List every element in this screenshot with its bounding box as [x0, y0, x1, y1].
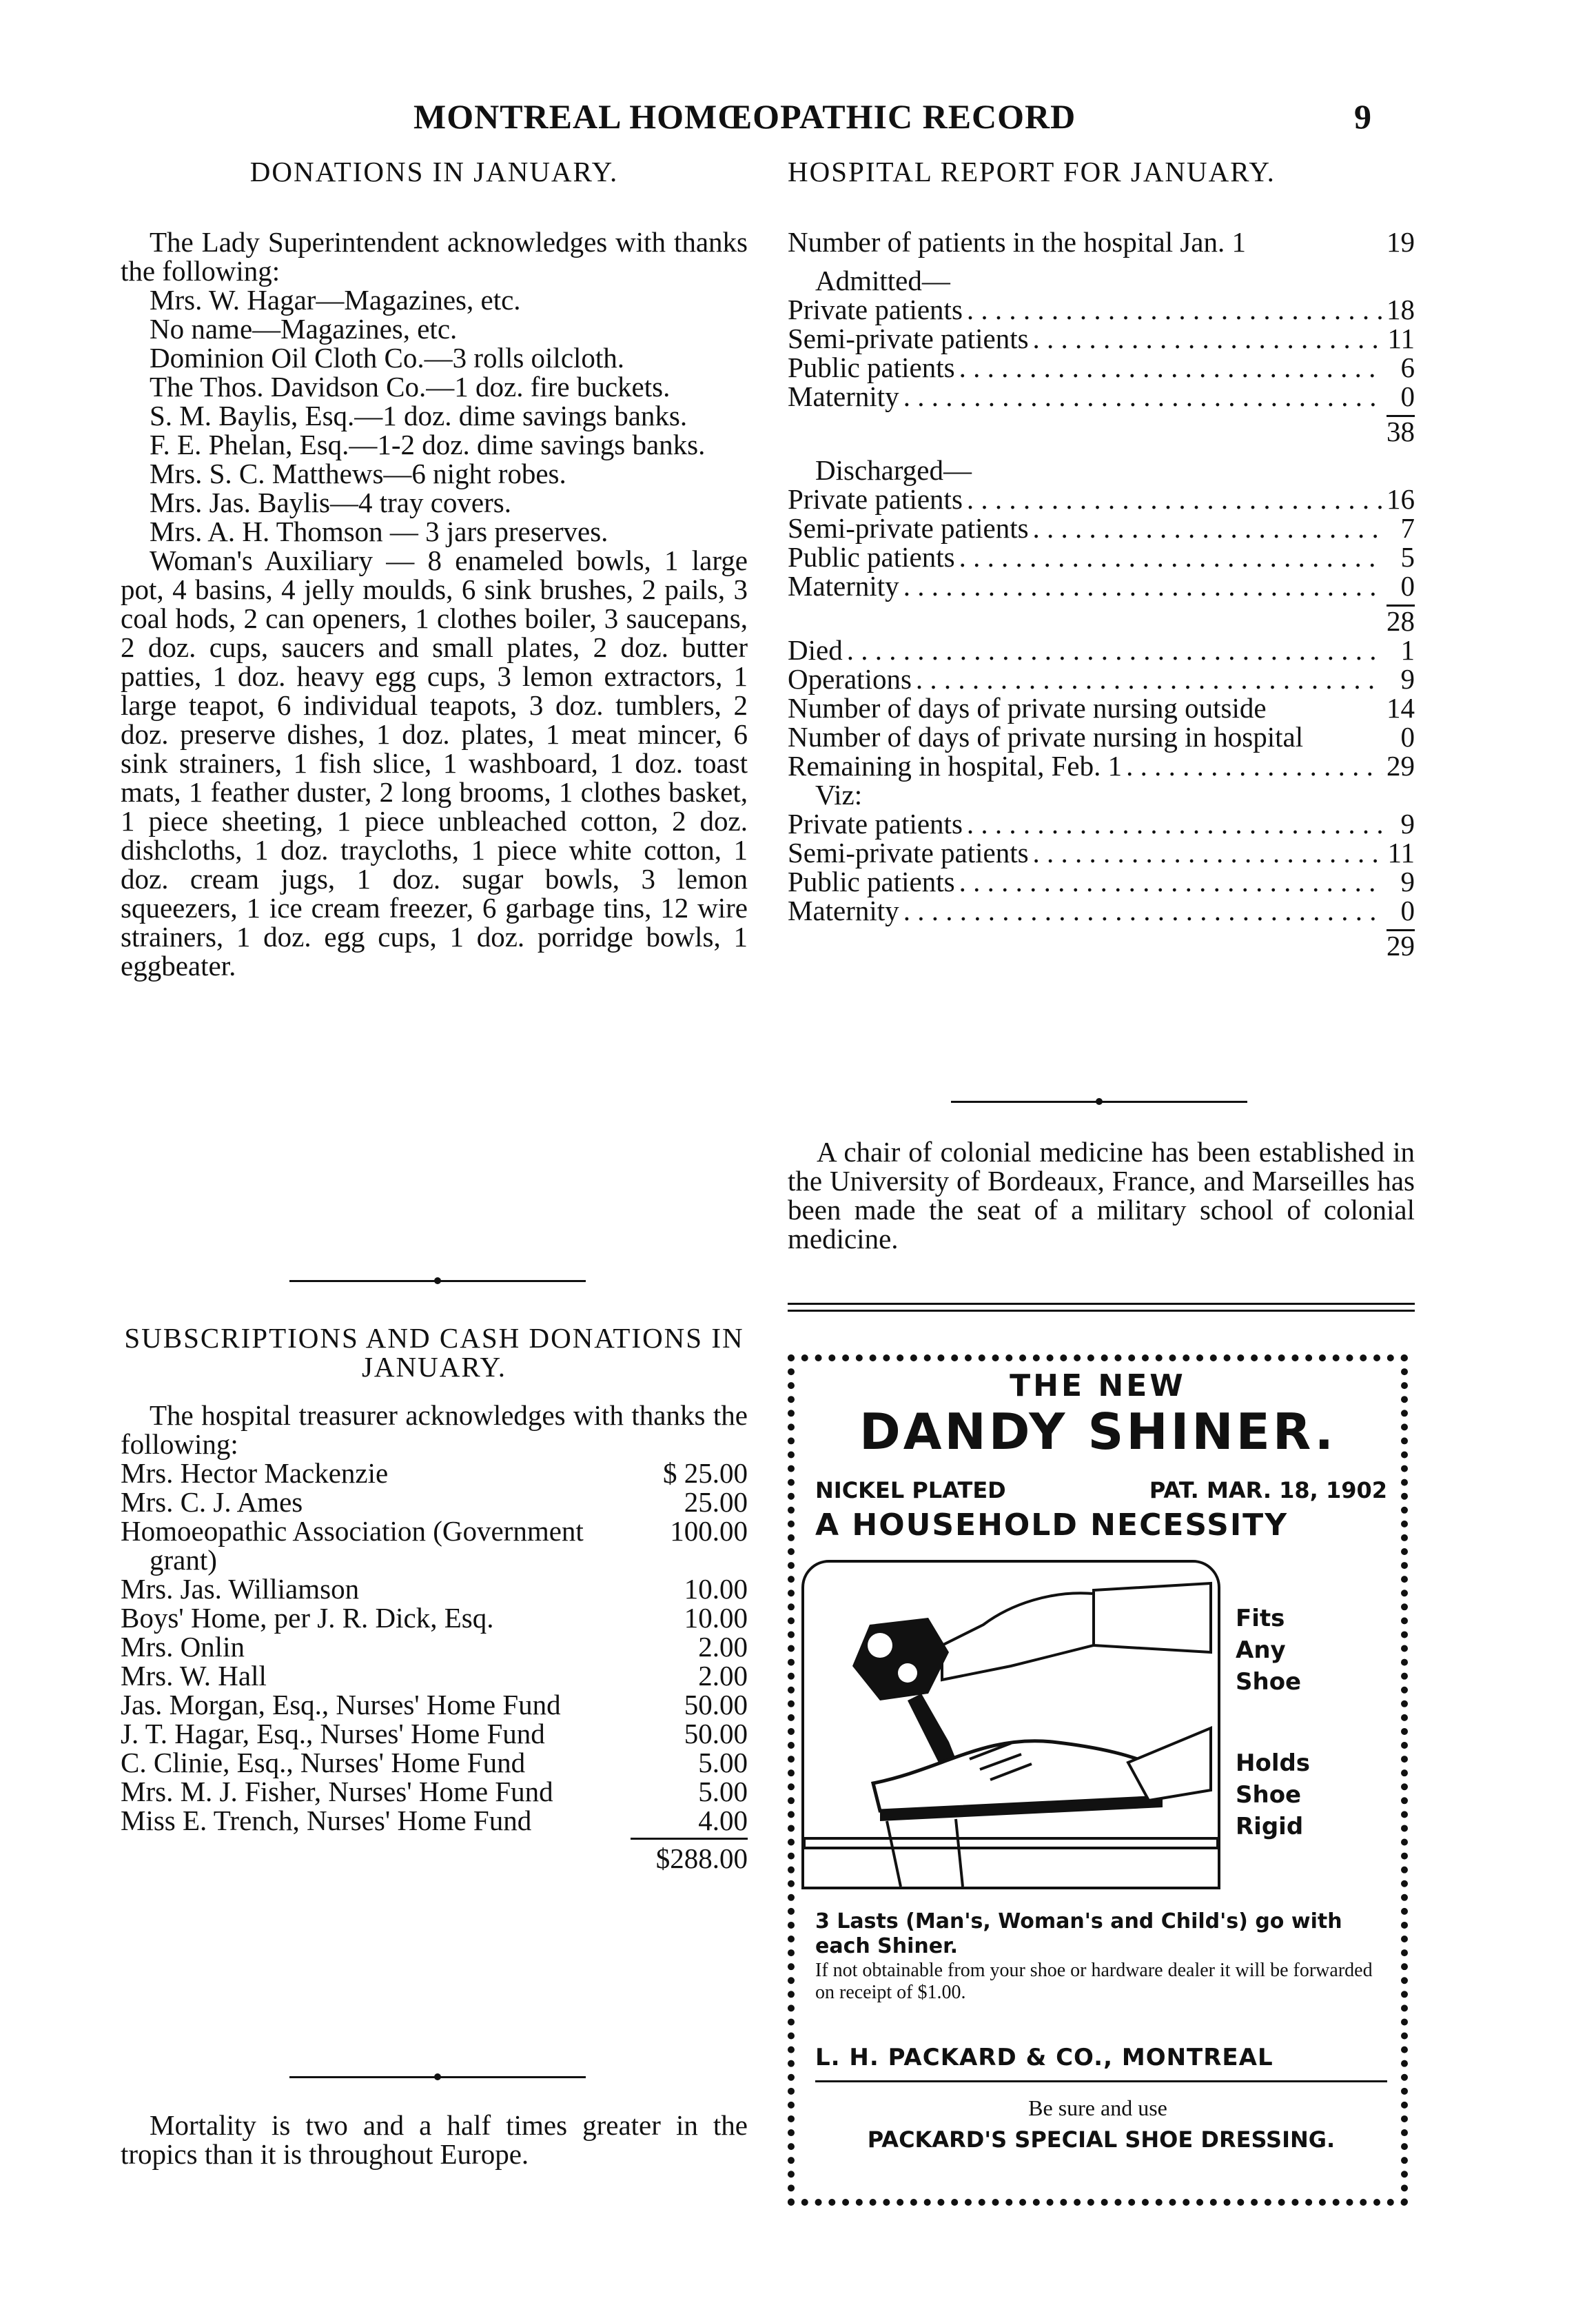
donations-title: DONATIONS IN JANUARY. — [249, 156, 619, 187]
colonial-note-text: A chair of colonial medicine has been established in the University of Bordeaux, France, and Marseilles has been made the seat of a military school of colonial medicine. — [788, 1136, 1415, 1255]
ad-be-sure: Be sure and use — [1028, 2095, 1167, 2120]
subscription-amount: 25.00 — [684, 1486, 748, 1518]
subscription-amount: 10.00 — [684, 1573, 748, 1605]
subscription-row — [121, 1487, 748, 1516]
leader-dots — [967, 485, 1382, 514]
report-label: Maternity — [788, 380, 899, 412]
subscription-amount: 2.00 — [698, 1631, 748, 1663]
discharged-row — [788, 542, 1415, 571]
subscription-amount: 5.00 — [698, 1776, 748, 1807]
report-row — [788, 664, 1415, 693]
leader-dots — [903, 896, 1383, 925]
ad-line1: THE NEW — [1010, 1368, 1186, 1403]
subscriber-name: C. Clinie, Esq., Nurses' Home Fund — [121, 1747, 526, 1778]
hospital-report-section — [788, 157, 1415, 960]
subscription-row — [121, 1459, 748, 1487]
subscription-row — [121, 1719, 748, 1748]
leader-dots — [959, 542, 1383, 571]
report-value: 29 — [1387, 750, 1415, 782]
subscriber-name: Mrs. Onlin — [121, 1631, 245, 1663]
colonial-note — [788, 1137, 1415, 1253]
report-value: 18 — [1387, 294, 1415, 325]
leader-dots — [847, 636, 1383, 664]
report-value: 0 — [1400, 895, 1415, 926]
subscription-row — [121, 1806, 748, 1835]
admitted-row — [788, 295, 1415, 324]
report-value: 1 — [1400, 634, 1415, 666]
journal-title: MONTREAL HOMŒOPATHIC RECORD — [413, 97, 1076, 136]
subscription-row — [121, 1748, 748, 1777]
remaining-row — [788, 867, 1415, 896]
leader-dots — [903, 571, 1383, 600]
report-label: Maternity — [788, 570, 899, 602]
subscriptions-total: $288.00 — [631, 1838, 748, 1873]
leader-dots — [903, 382, 1383, 411]
subscription-row — [121, 1516, 748, 1574]
leader-dots — [1033, 324, 1383, 353]
discharged-row — [788, 485, 1415, 514]
subscriber-name: Mrs. W. Hall — [121, 1660, 267, 1692]
subscriber-name: Mrs. C. J. Ames — [121, 1486, 303, 1518]
ad-lasts: 3 Lasts (Man's, Woman's and Child's) go with each Shiner. — [815, 1909, 1342, 1958]
column-divider-rule — [788, 1303, 1415, 1305]
donation-entry: No name—Magazines, etc. — [150, 313, 458, 345]
report-value: 9 — [1400, 663, 1415, 695]
ad-feature-holds: Holds Shoe Rigid — [1236, 1749, 1311, 1840]
donation-entry: Woman's Auxiliary — 8 enameled bowls, 1 large pot, 4 basins, 4 jelly moulds, 6 sink brushes, 2 pails, 3 coal hods, 2 can openers, 1 clothes boiler, 3 saucepans, 2 doz. cups, saucers and small plates, 2 doz. butter patties, 1 doz. heavy egg cups, 3 lemon extractors, 1 large teapot, 6 individual teapots, 3 doz. tumblers, 2 doz. preserve dishes, 1 doz. plates, 1 meat mincer, 6 sink strainers, 1 fish slice, 1 washboard, 1 doz. toast mats, 1 feather duster, 2 long brooms, 1 clothes basket, 1 piece sheeting, 1 piece unbleached cotton, 2 doz. dishcloths, 1 doz. traycloths, 1 piece white cotton, 1 doz. cream jugs, 1 doz. sugar bowls, 3 lemon squeezers, 1 ice cream freezer, 6 garbage tins, 12 wire strainers, 1 doz. egg cups, 1 doz. porridge bowls, 1 eggbeater. — [121, 545, 748, 982]
subscription-row — [121, 1603, 748, 1632]
report-label: Number of days of private nursing in hospital — [788, 721, 1304, 753]
donation-entry: Mrs. Jas. Baylis—4 tray covers. — [150, 487, 511, 518]
report-value: 0 — [1400, 570, 1415, 602]
donations-body — [121, 227, 748, 980]
donation-entry: The Thos. Davidson Co.—1 doz. fire buckets. — [150, 371, 671, 403]
leader-dots — [967, 809, 1383, 838]
report-label: Public patients — [788, 541, 955, 573]
shoe-shiner-drawing — [804, 1563, 1218, 1887]
leader-dots — [959, 867, 1383, 896]
report-value: 11 — [1387, 837, 1415, 869]
remaining-total: 29 — [1387, 930, 1415, 962]
admitted-row — [788, 382, 1415, 411]
report-label: Public patients — [788, 866, 955, 897]
discharged-row — [788, 514, 1415, 542]
subscriber-name: Boys' Home, per J. R. Dick, Esq. — [121, 1602, 494, 1634]
subscription-amount: 50.00 — [684, 1718, 748, 1749]
ad-order-note: If not obtainable from your shoe or hardware dealer it will be forwarded on receipt of $1.00. — [815, 1960, 1373, 2003]
report-value: 9 — [1400, 808, 1415, 840]
leader-dots — [1126, 751, 1382, 780]
report-row — [788, 751, 1415, 780]
mortality-note — [121, 2111, 748, 2169]
report-row — [788, 722, 1415, 751]
report-value: 7 — [1400, 512, 1415, 544]
subscriber-name: Mrs. M. J. Fisher, Nurses' Home Fund — [121, 1776, 553, 1807]
subscriber-name: Mrs. Hector Mackenzie — [121, 1457, 389, 1489]
remaining-row — [788, 896, 1415, 925]
report-label: Died — [788, 634, 843, 666]
subscription-row — [121, 1661, 748, 1690]
ad-rule — [815, 2080, 1387, 2082]
subscription-row — [121, 1632, 748, 1661]
page-number: 9 — [1354, 97, 1372, 136]
subscriber-name: Mrs. Jas. Williamson — [121, 1573, 360, 1605]
separator-rule — [289, 1280, 586, 1282]
shoe-shiner-illustration — [801, 1560, 1220, 1889]
subscription-amount: $ 25.00 — [663, 1457, 748, 1489]
report-label: Semi-private patients — [788, 837, 1029, 869]
discharged-row — [788, 571, 1415, 600]
discharged-heading: Discharged— — [815, 454, 972, 486]
report-label: Operations — [788, 663, 912, 695]
hospital-report-title: HOSPITAL REPORT FOR JANUARY. — [788, 156, 1276, 187]
donation-entry: The Lady Superintendent acknowledges with thanks the following: — [121, 226, 748, 287]
report-value: 6 — [1400, 352, 1415, 383]
subscription-row — [121, 1574, 748, 1603]
admitted-row — [788, 353, 1415, 382]
donation-entry: Dominion Oil Cloth Co.—3 rolls oilcloth. — [150, 342, 625, 374]
report-label: Number of patients in the hospital Jan. 1 — [788, 226, 1246, 258]
dandy-shiner-advertisement — [788, 1354, 1408, 2206]
subscription-amount: 100.00 — [670, 1515, 748, 1547]
donation-entry: S. M. Baylis, Esq.—1 doz. dime savings banks. — [150, 400, 688, 431]
subscription-row — [121, 1690, 748, 1719]
subscriptions-list — [121, 1459, 748, 1835]
subscriber-name: Jas. Morgan, Esq., Nurses' Home Fund — [121, 1689, 561, 1720]
subscription-amount: 5.00 — [698, 1747, 748, 1778]
donation-entry: F. E. Phelan, Esq.—1-2 doz. dime savings banks. — [150, 429, 706, 460]
donation-entry: Mrs. S. C. Matthews—6 night robes. — [150, 458, 566, 489]
report-value: 16 — [1387, 483, 1415, 515]
report-label: Private patients — [788, 808, 963, 840]
subscriber-name: Miss E. Trench, Nurses' Home Fund — [121, 1805, 532, 1836]
report-value: 9 — [1400, 866, 1415, 897]
report-label: Maternity — [788, 895, 899, 926]
report-value: 11 — [1387, 323, 1415, 354]
subscription-amount: 50.00 — [684, 1689, 748, 1720]
report-label: Semi-private patients — [788, 512, 1029, 544]
report-value: 0 — [1400, 721, 1415, 753]
leader-dots — [1033, 514, 1383, 542]
ad-patent: PAT. MAR. 18, 1902 — [1149, 1477, 1387, 1503]
report-label: Semi-private patients — [788, 323, 1029, 354]
admitted-total: 38 — [1387, 416, 1415, 447]
ad-nickel-plated: NICKEL PLATED — [815, 1477, 1006, 1503]
ad-headline: DANDY SHINER. — [859, 1403, 1336, 1461]
separator-rule — [289, 2076, 586, 2078]
subscriber-name: J. T. Hagar, Esq., Nurses' Home Fund — [121, 1718, 545, 1749]
subscriptions-intro: The hospital treasurer acknowledges with thanks the following: — [121, 1399, 748, 1460]
ad-feature-fits: Fits Any Shoe — [1236, 1605, 1302, 1696]
subscriptions-section — [121, 1323, 748, 1873]
leader-dots — [1033, 838, 1383, 867]
donation-entry: Mrs. A. H. Thomson — 3 jars preserves. — [150, 516, 608, 547]
report-value: 19 — [1387, 226, 1415, 258]
ad-shoe-dressing: PACKARD'S SPECIAL SHOE DRESSING. — [867, 2126, 1336, 2153]
column-divider-rule — [788, 1310, 1415, 1312]
remaining-row — [788, 809, 1415, 838]
subscription-amount: 10.00 — [684, 1602, 748, 1634]
report-label: Private patients — [788, 294, 963, 325]
report-label: Number of days of private nursing outside — [788, 692, 1267, 724]
admitted-heading: Admitted— — [815, 265, 950, 296]
report-label: Private patients — [788, 483, 963, 515]
discharged-total: 28 — [1387, 605, 1415, 637]
subscription-row — [121, 1777, 748, 1806]
report-value: 0 — [1400, 380, 1415, 412]
report-row — [788, 636, 1415, 664]
remaining-row — [788, 838, 1415, 867]
hospital-report-body — [788, 227, 1415, 960]
subscriber-name: Homoeopathic Association (Government grant) — [121, 1515, 584, 1576]
report-row — [788, 693, 1415, 722]
donation-entry: Mrs. W. Hagar—Magazines, etc. — [150, 284, 521, 316]
mortality-text: Mortality is two and a half times greater in the tropics than it is throughout Europe. — [121, 2109, 748, 2170]
patients-jan1-row — [788, 227, 1415, 256]
report-value: 5 — [1400, 541, 1415, 573]
leader-dots — [916, 664, 1383, 693]
subscriptions-title: SUBSCRIPTIONS AND CASH DONATIONS IN JANUARY. — [124, 1322, 744, 1383]
donations-section — [121, 157, 748, 980]
separator-rule — [951, 1101, 1247, 1103]
report-label: Remaining in hospital, Feb. 1 — [788, 750, 1123, 782]
viz-label: Viz: — [815, 779, 863, 811]
admitted-row — [788, 324, 1415, 353]
ad-company: L. H. PACKARD & CO., MONTREAL — [815, 2044, 1273, 2071]
report-value: 14 — [1387, 692, 1415, 724]
ad-tagline: A HOUSEHOLD NECESSITY — [815, 1507, 1289, 1543]
subscription-amount: 2.00 — [698, 1660, 748, 1692]
report-label: Public patients — [788, 352, 955, 383]
leader-dots — [959, 353, 1383, 382]
subscription-amount: 4.00 — [698, 1805, 748, 1836]
leader-dots — [967, 295, 1382, 324]
